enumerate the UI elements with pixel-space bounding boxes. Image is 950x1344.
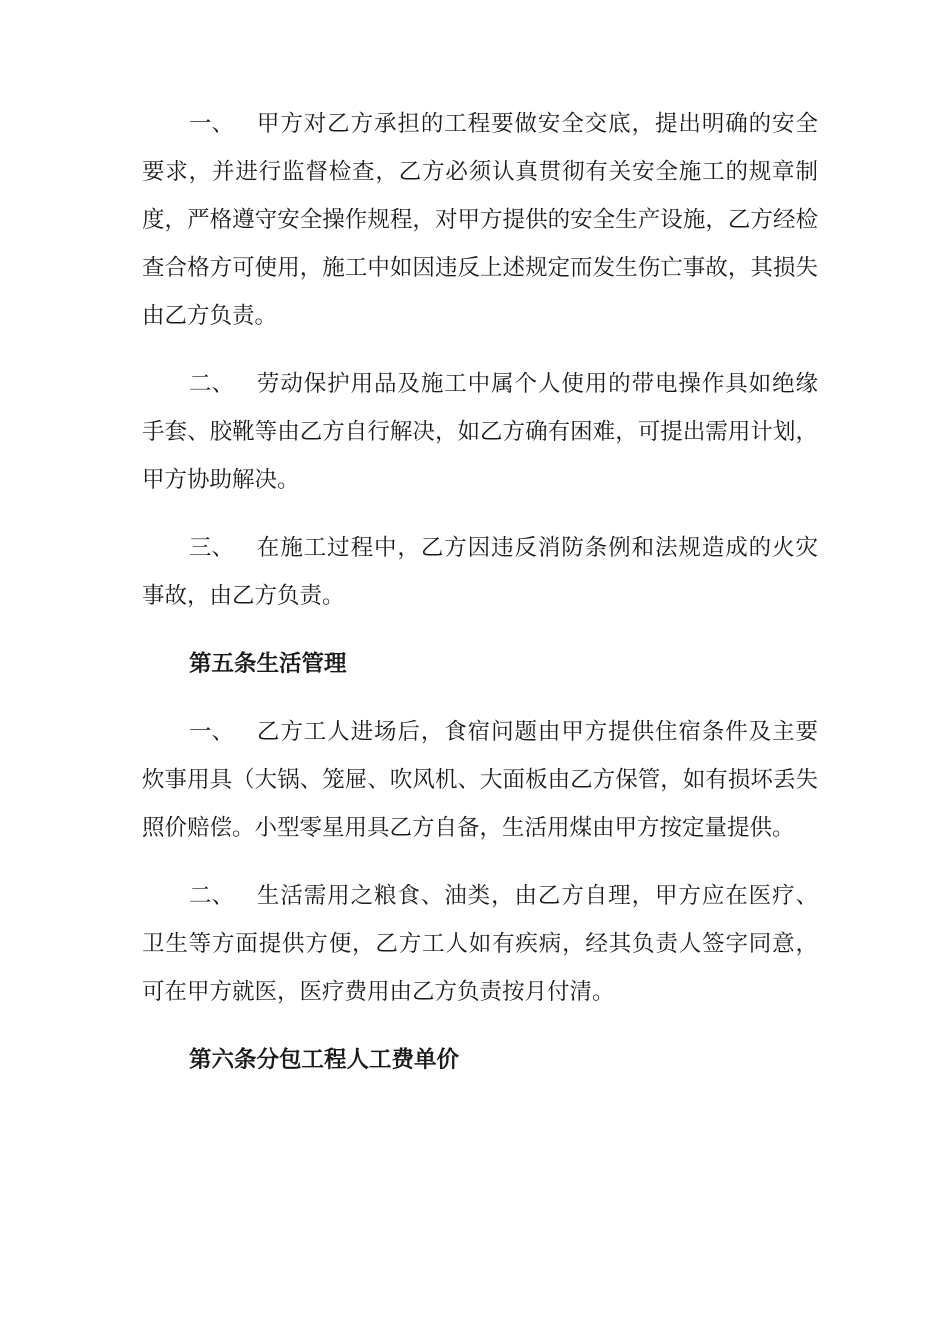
clause-number: 三、 xyxy=(189,535,235,561)
clause-text: 乙方工人进场后，食宿问题由甲方提供住宿条件及主要炊事用具（大锅、笼屉、吹风机、大面板由乙方保管，如有损坏丢失照价赔偿。小型零星用具乙方自备，生活用煤由甲方按定量提供。 xyxy=(142,719,818,841)
clause-number: 一、 xyxy=(189,719,235,745)
section-6-heading: 第六条分包工程人工费单价 xyxy=(189,1047,460,1073)
safety-clause-1 xyxy=(142,100,818,340)
safety-clause-3 xyxy=(142,524,818,620)
clause-text: 甲方对乙方承担的工程要做安全交底，提出明确的安全要求，并进行监督检查，乙方必须认真贯彻有关安全施工的规章制度，严格遵守安全操作规程，对甲方提供的安全生产设施，乙方经检查合格方可使用，施工中如因违反上述规定而发生伤亡事故，其损失由乙方负责。 xyxy=(142,111,818,329)
clause-text: 在施工过程中，乙方因违反消防条例和法规造成的火灾事故，由乙方负责。 xyxy=(142,535,818,609)
safety-clause-2 xyxy=(142,360,818,504)
clause-number: 二、 xyxy=(189,371,235,397)
living-clause-1 xyxy=(142,708,818,852)
clause-number: 一、 xyxy=(189,111,235,137)
clause-number: 二、 xyxy=(189,883,235,909)
clause-text: 生活需用之粮食、油类，由乙方自理，甲方应在医疗、卫生等方面提供方便，乙方工人如有疾病，经其负责人签字同意， 可在甲方就医，医疗费用由乙方负责按月付清。 xyxy=(142,883,818,1005)
clause-text: 劳动保护用品及施工中属个人使用的带电操作具如绝缘手套、胶靴等由乙方自行解决，如乙方确有困难，可提出需用计划，甲方协助解决。 xyxy=(142,371,818,493)
section-5-heading: 第五条生活管理 xyxy=(189,651,347,677)
document-body xyxy=(142,100,818,1104)
living-clause-2 xyxy=(142,872,818,1016)
